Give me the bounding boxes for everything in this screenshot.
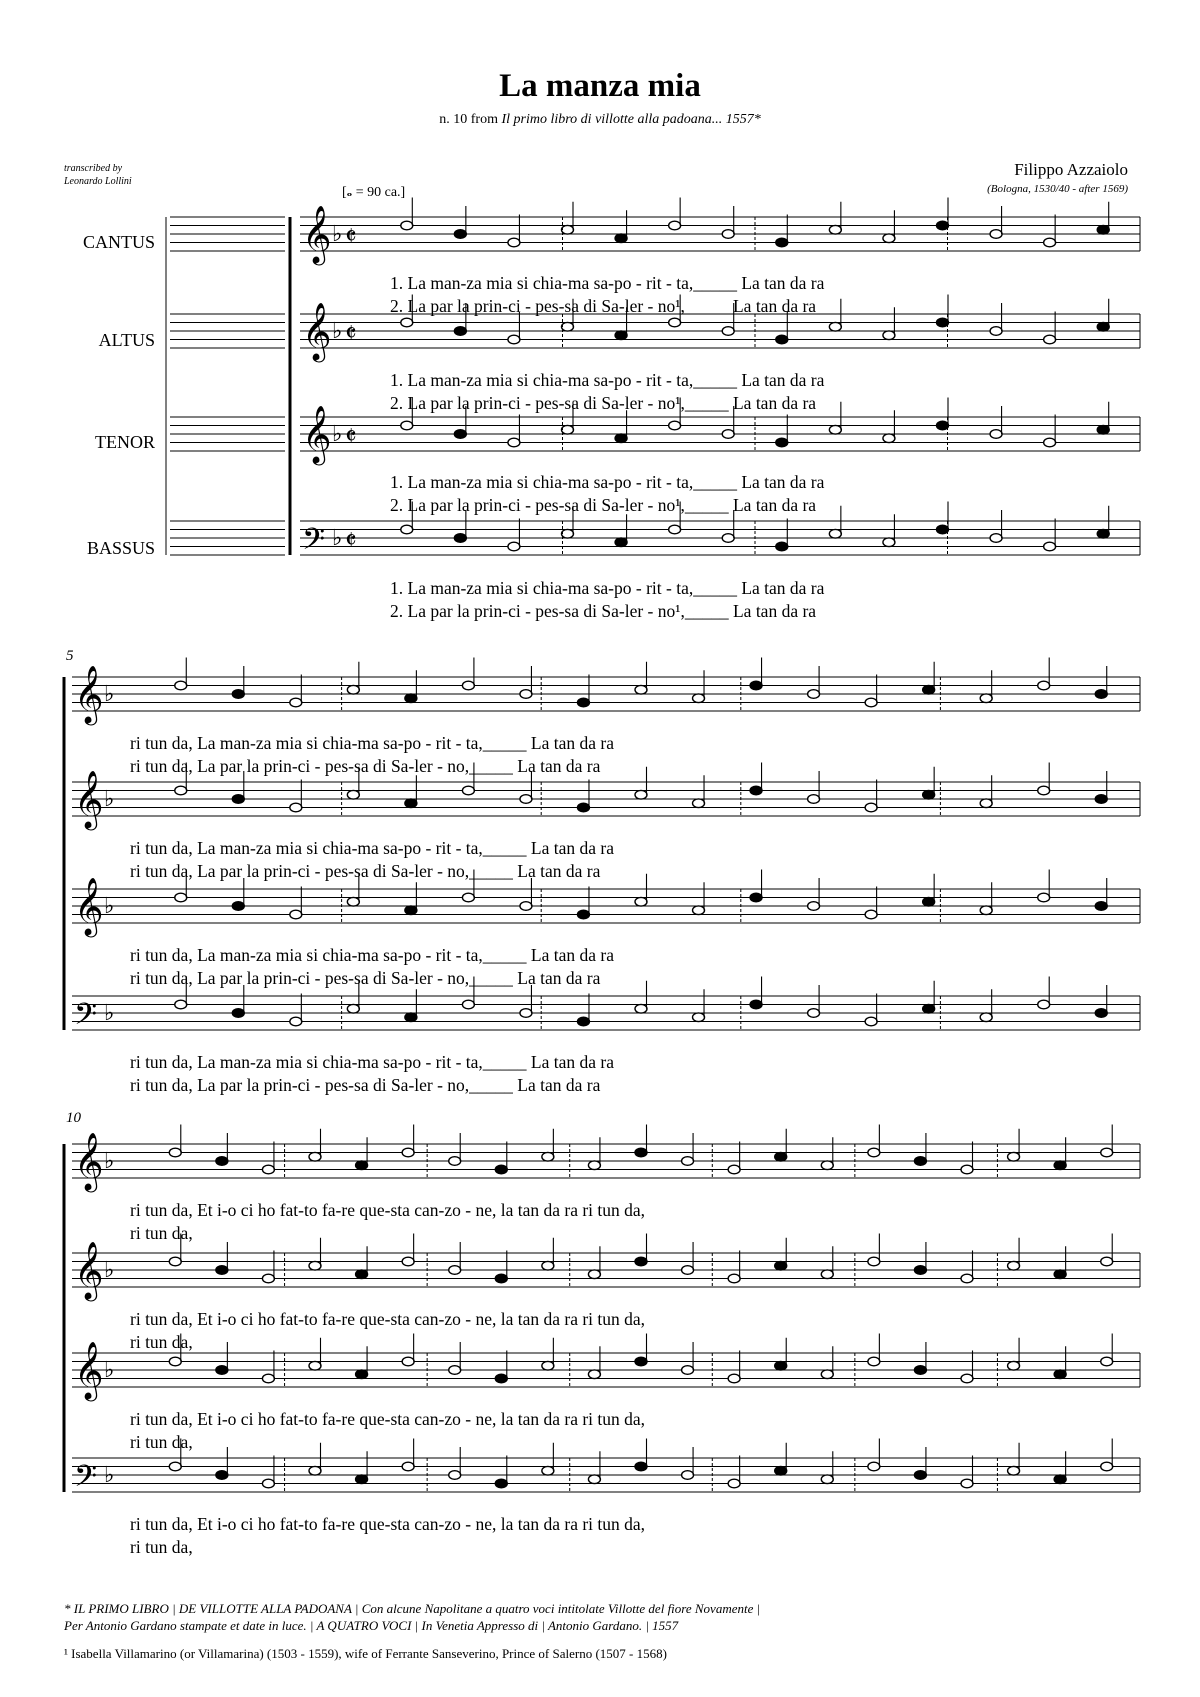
treble-clef: 𝄞 bbox=[302, 206, 332, 262]
note-head bbox=[1008, 1466, 1020, 1475]
lyric-s3-cantus-v1: ri tun da, Et i-o ci ho fat-to fa-re que-sta can-zo - ne, la tan da ra ri tun da, bbox=[130, 1200, 646, 1220]
note-head bbox=[508, 542, 520, 551]
treble-clef: 𝄞 bbox=[74, 1342, 104, 1398]
note-head bbox=[980, 1013, 992, 1022]
footnote-1: ¹ Isabella Villamarino (or Villamarina) (1503 - 1559), wife of Ferrante Sanseverino, Prince of Salerno (1507 - 1568) bbox=[64, 1646, 667, 1661]
note-head bbox=[865, 803, 877, 812]
note-head bbox=[961, 1165, 973, 1174]
voice-label-altus: ALTUS bbox=[98, 330, 155, 350]
lyric-s1-cantus-v2: 2. La par la prin-ci - pes-sa di Sa-ler - no¹,_____ La tan da ra bbox=[390, 296, 817, 316]
note-head bbox=[669, 525, 681, 534]
note-head bbox=[520, 795, 532, 804]
note-head bbox=[402, 1257, 414, 1266]
note-head bbox=[990, 430, 1002, 439]
note-head bbox=[635, 1357, 647, 1366]
note-head bbox=[262, 1274, 274, 1283]
note-head bbox=[588, 1370, 600, 1379]
note-head bbox=[750, 786, 762, 795]
note-head bbox=[808, 902, 820, 911]
note-head bbox=[542, 1361, 554, 1370]
bass-clef: 𝄢 bbox=[302, 523, 326, 563]
note-head bbox=[1038, 1000, 1050, 1009]
note-head bbox=[865, 698, 877, 707]
flat-key-signature: ♭ bbox=[332, 525, 343, 550]
note-head bbox=[961, 1479, 973, 1488]
note-head bbox=[775, 1152, 787, 1161]
note-head bbox=[722, 230, 734, 239]
note-head bbox=[402, 1357, 414, 1366]
note-head bbox=[577, 1017, 589, 1026]
note-head bbox=[402, 1148, 414, 1157]
note-head bbox=[169, 1257, 181, 1266]
note-head bbox=[990, 327, 1002, 336]
note-head bbox=[588, 1475, 600, 1484]
lyric-s1-altus-v2: 2. La par la prin-ci - pes-sa di Sa-ler - no¹,_____ La tan da ra bbox=[390, 393, 817, 413]
note-head bbox=[980, 694, 992, 703]
note-head bbox=[865, 1017, 877, 1026]
note-head bbox=[405, 906, 417, 915]
note-head bbox=[722, 327, 734, 336]
note-head bbox=[309, 1261, 321, 1270]
footnote-source bbox=[64, 1600, 760, 1634]
note-head bbox=[290, 803, 302, 812]
note-head bbox=[1008, 1152, 1020, 1161]
note-head bbox=[868, 1148, 880, 1157]
note-head bbox=[923, 1004, 935, 1013]
lyric-s2-cantus-v1: ri tun da, La man-za mia si chia-ma sa-po - rit - ta,_____ La tan da ra bbox=[130, 733, 614, 753]
note-head bbox=[1097, 322, 1109, 331]
note-head bbox=[635, 790, 647, 799]
note-head bbox=[990, 534, 1002, 543]
flat-key-signature: ♭ bbox=[104, 1148, 115, 1173]
note-head bbox=[495, 1274, 507, 1283]
note-head bbox=[776, 238, 788, 247]
note-head bbox=[883, 538, 895, 547]
note-head bbox=[682, 1366, 694, 1375]
note-head bbox=[401, 421, 413, 430]
note-head bbox=[520, 902, 532, 911]
note-head bbox=[1097, 529, 1109, 538]
note-head bbox=[980, 906, 992, 915]
note-head bbox=[808, 690, 820, 699]
note-head bbox=[615, 234, 627, 243]
note-head bbox=[937, 525, 949, 534]
note-head bbox=[776, 335, 788, 344]
note-head bbox=[577, 803, 589, 812]
note-head bbox=[401, 525, 413, 534]
voice-label-tenor: TENOR bbox=[95, 432, 155, 452]
note-head bbox=[520, 1009, 532, 1018]
note-head bbox=[914, 1471, 926, 1480]
note-head bbox=[1095, 902, 1107, 911]
note-head bbox=[728, 1165, 740, 1174]
note-head bbox=[449, 1266, 461, 1275]
note-head bbox=[508, 335, 520, 344]
note-head bbox=[347, 1004, 359, 1013]
note-head bbox=[347, 790, 359, 799]
note-head bbox=[405, 694, 417, 703]
note-head bbox=[262, 1374, 274, 1383]
note-head bbox=[175, 1000, 187, 1009]
note-head bbox=[216, 1266, 228, 1275]
note-head bbox=[635, 1148, 647, 1157]
note-head bbox=[542, 1261, 554, 1270]
flat-key-signature: ♭ bbox=[104, 893, 115, 918]
note-head bbox=[495, 1374, 507, 1383]
note-head bbox=[635, 1004, 647, 1013]
flat-key-signature: ♭ bbox=[104, 681, 115, 706]
note-head bbox=[1044, 438, 1056, 447]
note-head bbox=[1095, 795, 1107, 804]
note-head bbox=[615, 331, 627, 340]
note-head bbox=[462, 1000, 474, 1009]
note-head bbox=[1054, 1270, 1066, 1279]
note-head bbox=[588, 1270, 600, 1279]
flat-key-signature: ♭ bbox=[332, 221, 343, 246]
note-head bbox=[1097, 225, 1109, 234]
note-head bbox=[829, 322, 841, 331]
note-head bbox=[356, 1270, 368, 1279]
note-head bbox=[829, 425, 841, 434]
note-head bbox=[923, 897, 935, 906]
note-head bbox=[914, 1157, 926, 1166]
footnote-source-line-2: Per Antonio Gardano stampate et date in luce. | A QUATRO VOCI | In Venetia Appresso di | Antonio Gardano. | 1557 bbox=[64, 1618, 679, 1633]
note-head bbox=[216, 1471, 228, 1480]
lyric-s3-tenor-v1: ri tun da, Et i-o ci ho fat-to fa-re que-sta can-zo - ne, la tan da ra ri tun da, bbox=[130, 1409, 646, 1429]
note-head bbox=[216, 1366, 228, 1375]
note-head bbox=[669, 318, 681, 327]
note-head bbox=[520, 690, 532, 699]
note-head bbox=[669, 421, 681, 430]
note-head bbox=[175, 893, 187, 902]
bass-clef: 𝄢 bbox=[74, 998, 98, 1038]
lyric-s2-altus-v1: ri tun da, La man-za mia si chia-ma sa-po - rit - ta,_____ La tan da ra bbox=[130, 838, 614, 858]
note-head bbox=[669, 221, 681, 230]
note-head bbox=[722, 534, 734, 543]
note-head bbox=[1054, 1370, 1066, 1379]
note-head bbox=[290, 1017, 302, 1026]
note-head bbox=[750, 893, 762, 902]
lyric-s1-tenor-v1: 1. La man-za mia si chia-ma sa-po - rit - ta,_____ La tan da ra bbox=[390, 472, 825, 492]
note-head bbox=[347, 685, 359, 694]
credit-line-1: transcribed by bbox=[64, 163, 123, 174]
flat-key-signature: ♭ bbox=[332, 421, 343, 446]
note-head bbox=[401, 318, 413, 327]
note-head bbox=[290, 698, 302, 707]
note-head bbox=[775, 1361, 787, 1370]
lyric-s3-altus-v1: ri tun da, Et i-o ci ho fat-to fa-re que-sta can-zo - ne, la tan da ra ri tun da, bbox=[130, 1309, 646, 1329]
flat-key-signature: ♭ bbox=[104, 786, 115, 811]
note-head bbox=[449, 1366, 461, 1375]
note-head bbox=[1008, 1261, 1020, 1270]
note-head bbox=[175, 786, 187, 795]
composer-name: Filippo Azzaiolo bbox=[1014, 160, 1128, 179]
treble-clef: 𝄞 bbox=[74, 666, 104, 722]
lyric-s1-bassus-v1: 1. La man-za mia si chia-ma sa-po - rit - ta,_____ La tan da ra bbox=[390, 578, 825, 598]
note-head bbox=[462, 893, 474, 902]
note-head bbox=[1044, 238, 1056, 247]
note-head bbox=[635, 685, 647, 694]
note-head bbox=[728, 1274, 740, 1283]
note-head bbox=[454, 230, 466, 239]
composer-dates: (Bologna, 1530/40 - after 1569) bbox=[987, 183, 1128, 195]
lyric-s3-bassus-v2: ri tun da, bbox=[130, 1537, 193, 1557]
note-head bbox=[356, 1370, 368, 1379]
note-head bbox=[914, 1266, 926, 1275]
note-head bbox=[728, 1374, 740, 1383]
note-head bbox=[495, 1165, 507, 1174]
note-head bbox=[693, 1013, 705, 1022]
note-head bbox=[615, 434, 627, 443]
flat-key-signature: ♭ bbox=[332, 318, 343, 343]
cut-time-sign: 𝄵 bbox=[345, 422, 357, 451]
note-head bbox=[1054, 1475, 1066, 1484]
note-head bbox=[1038, 681, 1050, 690]
lyric-s3-cantus-v2: ri tun da, bbox=[130, 1223, 193, 1243]
note-head bbox=[356, 1475, 368, 1484]
note-head bbox=[829, 225, 841, 234]
note-head bbox=[405, 799, 417, 808]
note-head bbox=[865, 910, 877, 919]
note-head bbox=[347, 897, 359, 906]
note-head bbox=[262, 1165, 274, 1174]
bass-clef: 𝄢 bbox=[74, 1460, 98, 1500]
cut-time-sign: 𝄵 bbox=[345, 319, 357, 348]
note-head bbox=[722, 430, 734, 439]
treble-clef: 𝄞 bbox=[302, 303, 332, 359]
lyric-s3-tenor-v2: ri tun da, bbox=[130, 1432, 193, 1452]
note-head bbox=[309, 1361, 321, 1370]
credit-line-2: Leonardo Lollini bbox=[64, 176, 132, 187]
lyric-s2-cantus-v2: ri tun da, La par la prin-ci - pes-sa di Sa-ler - no,_____ La tan da ra bbox=[130, 756, 601, 776]
flat-key-signature: ♭ bbox=[104, 1257, 115, 1282]
lyric-s2-bassus-v2: ri tun da, La par la prin-ci - pes-sa di Sa-ler - no,_____ La tan da ra bbox=[130, 1075, 601, 1095]
note-head bbox=[262, 1479, 274, 1488]
cut-time-sign: 𝄵 bbox=[345, 526, 357, 555]
flat-key-signature: ♭ bbox=[104, 1357, 115, 1382]
note-head bbox=[776, 438, 788, 447]
note-head bbox=[682, 1266, 694, 1275]
note-head bbox=[232, 690, 244, 699]
note-head bbox=[923, 790, 935, 799]
voice-label-cantus: CANTUS bbox=[82, 232, 155, 252]
cut-time-sign: 𝄵 bbox=[345, 222, 357, 251]
note-head bbox=[775, 1261, 787, 1270]
footnote-source-line-1: * IL PRIMO LIBRO | DE VILLOTTE ALLA PADOANA | Con alcune Napolitane a quatro voci intitolate Villotte del fiore Novamente | bbox=[64, 1601, 761, 1616]
lyric-s1-tenor-v2: 2. La par la prin-ci - pes-sa di Sa-ler - no¹,_____ La tan da ra bbox=[390, 495, 817, 515]
note-head bbox=[750, 1000, 762, 1009]
lyric-s1-cantus-v1: 1. La man-za mia si chia-ma sa-po - rit - ta,_____ La tan da ra bbox=[390, 273, 825, 293]
note-head bbox=[821, 1161, 833, 1170]
note-head bbox=[1095, 1009, 1107, 1018]
note-head bbox=[169, 1462, 181, 1471]
treble-clef: 𝄞 bbox=[74, 771, 104, 827]
note-head bbox=[454, 534, 466, 543]
note-head bbox=[309, 1152, 321, 1161]
note-head bbox=[542, 1152, 554, 1161]
note-head bbox=[577, 910, 589, 919]
measure-number-10: 10 bbox=[66, 1110, 81, 1126]
note-head bbox=[829, 529, 841, 538]
lyric-s2-bassus-v1: ri tun da, La man-za mia si chia-ma sa-po - rit - ta,_____ La tan da ra bbox=[130, 1052, 614, 1072]
note-head bbox=[562, 225, 574, 234]
note-head bbox=[169, 1357, 181, 1366]
note-head bbox=[309, 1466, 321, 1475]
note-head bbox=[356, 1161, 368, 1170]
note-head bbox=[868, 1462, 880, 1471]
note-head bbox=[914, 1366, 926, 1375]
note-head bbox=[883, 234, 895, 243]
note-head bbox=[1008, 1361, 1020, 1370]
note-head bbox=[1101, 1357, 1113, 1366]
note-head bbox=[508, 238, 520, 247]
note-head bbox=[961, 1374, 973, 1383]
note-head bbox=[1101, 1148, 1113, 1157]
note-head bbox=[693, 906, 705, 915]
note-head bbox=[821, 1270, 833, 1279]
tempo-marking: [𝅝 = 90 ca.] bbox=[342, 185, 406, 200]
voice-label-bassus: BASSUS bbox=[86, 538, 155, 558]
page-title: La manza mia bbox=[499, 68, 701, 104]
lyric-s2-altus-v2: ri tun da, La par la prin-ci - pes-sa di Sa-ler - no,_____ La tan da ra bbox=[130, 861, 601, 881]
note-head bbox=[449, 1157, 461, 1166]
note-head bbox=[1101, 1257, 1113, 1266]
note-head bbox=[883, 331, 895, 340]
note-head bbox=[542, 1466, 554, 1475]
lyric-s3-bassus-v1: ri tun da, Et i-o ci ho fat-to fa-re que-sta can-zo - ne, la tan da ra ri tun da, bbox=[130, 1514, 646, 1534]
note-head bbox=[693, 799, 705, 808]
note-head bbox=[923, 685, 935, 694]
treble-clef: 𝄞 bbox=[74, 1242, 104, 1298]
note-head bbox=[508, 438, 520, 447]
note-head bbox=[682, 1157, 694, 1166]
note-head bbox=[693, 694, 705, 703]
lyric-s2-tenor-v2: ri tun da, La par la prin-ci - pes-sa di Sa-ler - no,_____ La tan da ra bbox=[130, 968, 601, 988]
note-head bbox=[937, 221, 949, 230]
note-head bbox=[868, 1257, 880, 1266]
note-head bbox=[169, 1148, 181, 1157]
note-head bbox=[808, 1009, 820, 1018]
note-head bbox=[1054, 1161, 1066, 1170]
lyric-s3-altus-v2: ri tun da, bbox=[130, 1332, 193, 1352]
note-head bbox=[728, 1479, 740, 1488]
note-head bbox=[821, 1370, 833, 1379]
note-head bbox=[462, 786, 474, 795]
note-head bbox=[635, 1257, 647, 1266]
note-head bbox=[562, 529, 574, 538]
note-head bbox=[232, 902, 244, 911]
note-head bbox=[980, 799, 992, 808]
note-head bbox=[883, 434, 895, 443]
note-head bbox=[562, 425, 574, 434]
lyric-s1-bassus-v2: 2. La par la prin-ci - pes-sa di Sa-ler - no¹,_____ La tan da ra bbox=[390, 601, 817, 621]
note-head bbox=[808, 795, 820, 804]
note-head bbox=[961, 1274, 973, 1283]
note-head bbox=[682, 1471, 694, 1480]
note-head bbox=[1044, 542, 1056, 551]
note-head bbox=[232, 1009, 244, 1018]
treble-clef: 𝄞 bbox=[74, 878, 104, 934]
note-head bbox=[1097, 425, 1109, 434]
note-head bbox=[776, 542, 788, 551]
treble-clef: 𝄞 bbox=[74, 1133, 104, 1189]
note-head bbox=[402, 1462, 414, 1471]
lyric-s2-tenor-v1: ri tun da, La man-za mia si chia-ma sa-po - rit - ta,_____ La tan da ra bbox=[130, 945, 614, 965]
subtitle-prefix: n. 10 from bbox=[439, 112, 502, 127]
flat-key-signature: ♭ bbox=[104, 1000, 115, 1025]
note-head bbox=[1044, 335, 1056, 344]
note-head bbox=[401, 221, 413, 230]
treble-clef: 𝄞 bbox=[302, 406, 332, 462]
note-head bbox=[462, 681, 474, 690]
note-head bbox=[990, 230, 1002, 239]
note-head bbox=[1038, 786, 1050, 795]
note-head bbox=[405, 1013, 417, 1022]
note-head bbox=[750, 681, 762, 690]
note-head bbox=[635, 1462, 647, 1471]
measure-number-5: 5 bbox=[66, 648, 74, 664]
note-head bbox=[821, 1475, 833, 1484]
note-head bbox=[449, 1471, 461, 1480]
note-head bbox=[495, 1479, 507, 1488]
note-head bbox=[615, 538, 627, 547]
note-head bbox=[1101, 1462, 1113, 1471]
note-head bbox=[454, 430, 466, 439]
note-head bbox=[868, 1357, 880, 1366]
note-head bbox=[1095, 690, 1107, 699]
note-head bbox=[635, 897, 647, 906]
note-head bbox=[588, 1161, 600, 1170]
lyric-s1-altus-v1: 1. La man-za mia si chia-ma sa-po - rit - ta,_____ La tan da ra bbox=[390, 370, 825, 390]
note-head bbox=[175, 681, 187, 690]
note-head bbox=[937, 421, 949, 430]
note-head bbox=[216, 1157, 228, 1166]
note-head bbox=[290, 910, 302, 919]
subtitle-source: Il primo libro di villotte alla padoana... 1557* bbox=[501, 112, 761, 127]
note-head bbox=[232, 795, 244, 804]
note-head bbox=[1038, 893, 1050, 902]
flat-key-signature: ♭ bbox=[104, 1462, 115, 1487]
note-head bbox=[562, 322, 574, 331]
note-head bbox=[775, 1466, 787, 1475]
note-head bbox=[454, 327, 466, 336]
note-head bbox=[577, 698, 589, 707]
note-head bbox=[937, 318, 949, 327]
